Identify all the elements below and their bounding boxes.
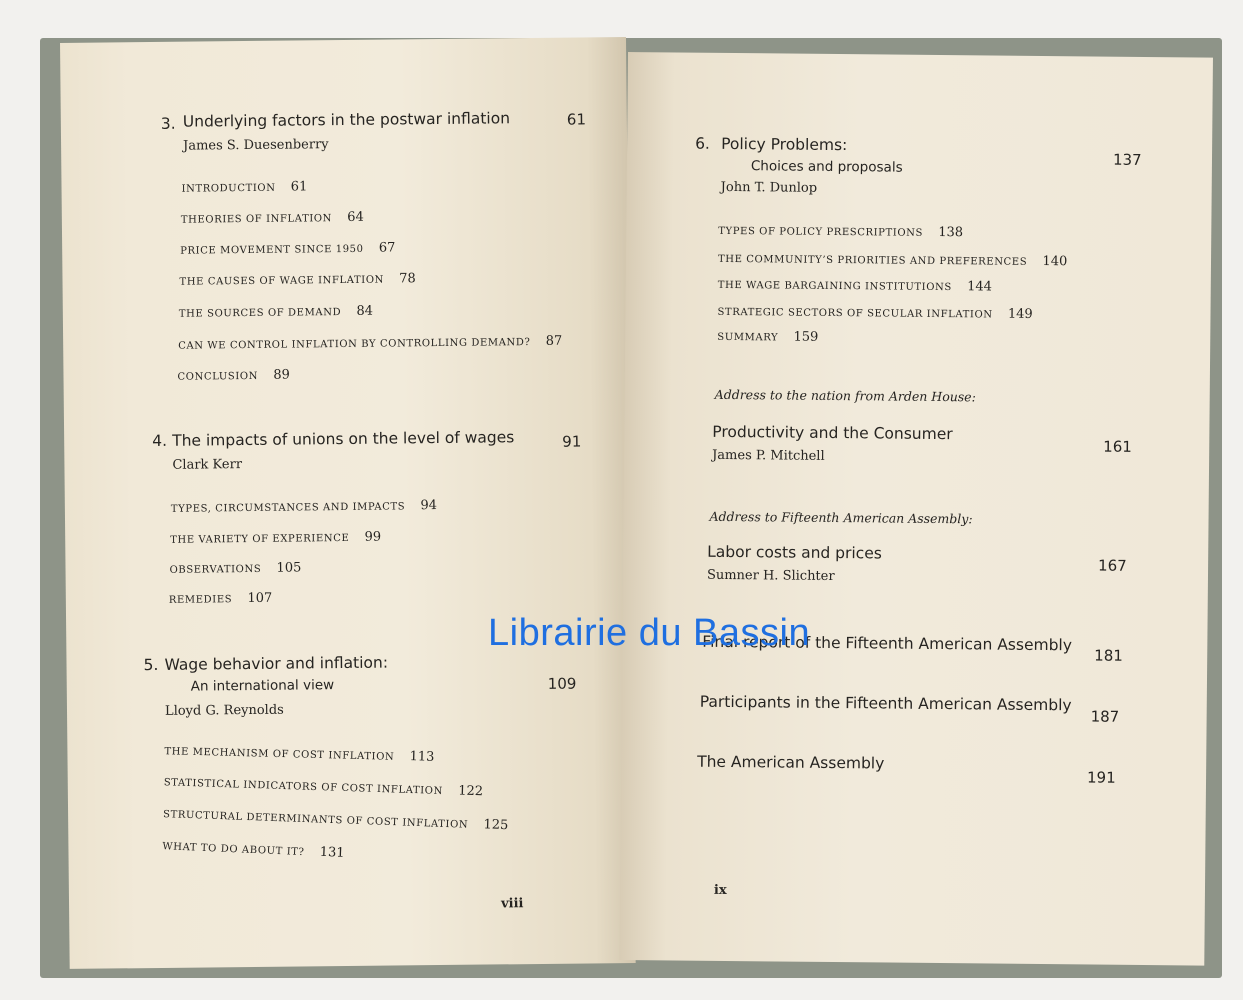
- address-1-intro: Address to the nation from Arden House:: [714, 386, 976, 405]
- chapter-3-author: James S. Duesenberry: [183, 137, 329, 154]
- toc-section: THEORIES OF INFLATION 64: [180, 209, 364, 226]
- toc-section: THE CAUSES OF WAGE INFLATION 78: [179, 271, 416, 288]
- chapter-6-subtitle: Choices and proposals: [750, 158, 903, 176]
- american-assembly-title: The American Assembly: [697, 752, 885, 773]
- toc-section: TYPES, CIRCUMSTANCES AND IMPACTS 94: [170, 498, 438, 515]
- watermark: Librairie du Bassin: [488, 612, 811, 654]
- toc-section: STATISTICAL INDICATORS OF COST INFLATION 122: [163, 777, 484, 800]
- toc-section: PRICE MOVEMENT SINCE 1950 67: [180, 240, 396, 257]
- chapter-3-page: 61: [566, 110, 587, 129]
- toc-section: STRUCTURAL DETERMINANTS OF COST INFLATION 125: [162, 809, 509, 834]
- chapter-6-number: 6.: [695, 134, 711, 153]
- toc-section: THE WAGE BARGAINING INSTITUTIONS 144: [717, 279, 993, 295]
- chapter-6-author: John T. Dunlop: [720, 179, 818, 196]
- toc-section: THE MECHANISM OF COST INFLATION 113: [164, 746, 435, 765]
- chapter-4-number: 4.: [152, 431, 168, 451]
- toc-section: WHAT TO DO ABOUT IT? 131: [162, 841, 345, 861]
- toc-section: CAN WE CONTROL INFLATION BY CONTROLLING DEMAND? 87: [178, 333, 563, 352]
- chapter-5-author: Lloyd G. Reynolds: [164, 702, 284, 719]
- chapter-6-page: 137: [1112, 150, 1142, 169]
- toc-section: STRATEGIC SECTORS OF SECULAR INFLATION 149: [717, 306, 1033, 322]
- address-2-intro: Address to Fifteenth American Assembly:: [709, 508, 973, 527]
- address-1-page: 161: [1103, 437, 1132, 456]
- chapter-5-number: 5.: [143, 655, 159, 675]
- final-report-title: Final report of the Fifteenth American Assembly: [702, 632, 1073, 655]
- chapter-5-title: Wage behavior and inflation:: [164, 653, 389, 674]
- address-1-author: James P. Mitchell: [712, 447, 825, 464]
- chapter-3-title: Underlying factors in the postwar inflation: [182, 109, 511, 131]
- toc-section: THE COMMUNITY’S PRIORITIES AND PREFERENCES 140: [717, 253, 1068, 270]
- address-2-page: 167: [1098, 556, 1127, 575]
- chapter-4-page: 91: [562, 432, 582, 451]
- left-page: [60, 37, 636, 969]
- left-page-folio: viii: [500, 896, 524, 912]
- toc-section: CONCLUSION 89: [177, 367, 290, 383]
- participants-page: 187: [1090, 707, 1120, 726]
- address-1-title: Productivity and the Consumer: [712, 422, 953, 444]
- toc-section: REMEDIES 107: [168, 590, 273, 607]
- toc-section: TYPES OF POLICY PRESCRIPTIONS 138: [718, 224, 964, 241]
- chapter-4-title: The impacts of unions on the level of wages: [172, 428, 515, 450]
- american-assembly-page: 191: [1086, 768, 1116, 787]
- right-page-folio: ix: [713, 882, 727, 898]
- chapter-6-title: Policy Problems:: [721, 134, 848, 155]
- chapter-5-subtitle: An international view: [190, 677, 335, 695]
- chapter-4-author: Clark Kerr: [172, 457, 243, 473]
- participants-title: Participants in the Fifteenth American Assembly: [699, 692, 1072, 715]
- chapter-3-number: 3.: [160, 114, 176, 133]
- address-2-author: Sumner H. Slichter: [706, 567, 835, 585]
- final-report-page: 181: [1094, 646, 1123, 665]
- toc-section: INTRODUCTION 61: [181, 179, 308, 195]
- address-2-title: Labor costs and prices: [707, 542, 882, 563]
- toc-section: THE SOURCES OF DEMAND 84: [178, 303, 374, 320]
- chapter-5-page: 109: [547, 674, 577, 693]
- toc-section: THE VARIETY OF EXPERIENCE 99: [170, 529, 382, 546]
- right-page: [619, 52, 1213, 966]
- toc-section: SUMMARY 159: [717, 329, 819, 345]
- toc-section: OBSERVATIONS 105: [169, 560, 302, 576]
